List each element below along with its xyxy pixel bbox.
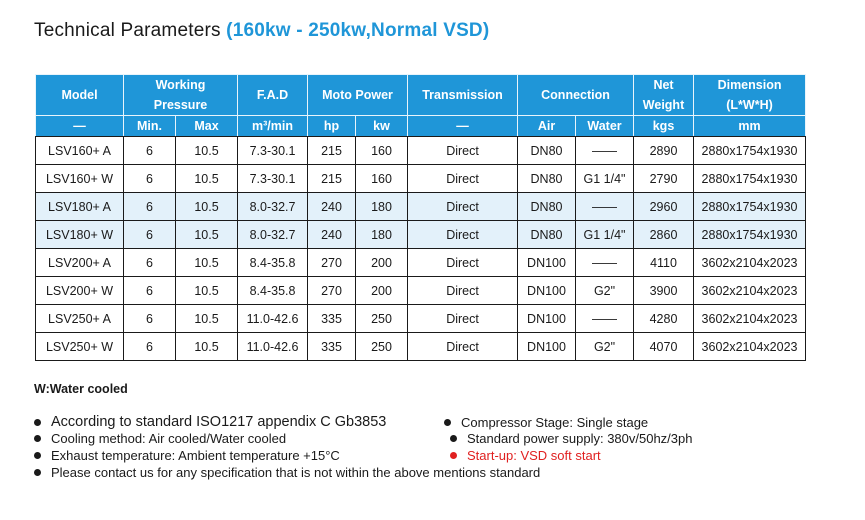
table-cell: —— [576,137,634,165]
table-cell: 2860 [634,221,694,249]
bullet-stage [444,415,648,430]
table-cell: DN80 [518,221,576,249]
table-cell: DN80 [518,165,576,193]
table-cell: 6 [124,137,176,165]
table-cell: 335 [308,333,356,361]
table-cell: LSV160+ A [36,137,124,165]
title-main: Technical Parameters [34,20,227,41]
table-row [36,305,806,333]
table-cell: 10.5 [176,277,238,305]
unit-cell: hp [308,116,356,137]
table-cell: 3602x2104x2023 [694,305,806,333]
table-cell: Direct [408,193,518,221]
table-cell: 3602x2104x2023 [694,277,806,305]
table-cell: DN80 [518,137,576,165]
table-cell: LSV180+ W [36,221,124,249]
table-cell: 335 [308,305,356,333]
table-cell: 7.3-30.1 [238,137,308,165]
header-dimension: Dimension (L*W*H) [694,75,806,116]
table-cell: Direct [408,333,518,361]
unit-cell: — [36,116,124,137]
table-cell: 6 [124,305,176,333]
header-fad: F.A.D [238,75,308,116]
table-cell: 270 [308,249,356,277]
table-cell: 2890 [634,137,694,165]
table-cell: Direct [408,137,518,165]
page-title [34,20,489,42]
header-units-row [36,116,806,137]
table-cell: 10.5 [176,249,238,277]
table-cell: G2" [576,277,634,305]
table-row [36,165,806,193]
table-cell: 240 [308,221,356,249]
bullet-text: Standard power supply: 380v/50hz/3ph [467,431,693,446]
header-transmission: Transmission [408,75,518,116]
table-cell: 3602x2104x2023 [694,249,806,277]
table-cell: 4110 [634,249,694,277]
table-cell: —— [576,305,634,333]
table-cell: 2880x1754x1930 [694,137,806,165]
bullet-text: Compressor Stage: Single stage [461,415,649,430]
table-cell: 8.0-32.7 [238,193,308,221]
table-cell: 180 [356,221,408,249]
bullet-text: Exhaust temperature: Ambient temperature +15°C [51,448,340,463]
bullet-text: Cooling method: Air cooled/Water cooled [51,431,287,446]
table-cell: LSV250+ A [36,305,124,333]
table-cell: 2880x1754x1930 [694,221,806,249]
table-cell: 7.3-30.1 [238,165,308,193]
table-cell: LSV250+ W [36,333,124,361]
table-row [36,221,806,249]
bullet-exhaust [34,448,340,463]
table-cell: 2790 [634,165,694,193]
table-cell: LSV200+ W [36,277,124,305]
table-cell: 10.5 [176,333,238,361]
table-cell: 215 [308,165,356,193]
unit-cell: kgs [634,116,694,137]
table-cell: —— [576,193,634,221]
table-cell: 8.0-32.7 [238,221,308,249]
table-cell: 10.5 [176,305,238,333]
table-cell: DN80 [518,193,576,221]
unit-cell: Air [518,116,576,137]
table-cell: 3900 [634,277,694,305]
table-cell: 8.4-35.8 [238,277,308,305]
bullet-dot-icon [450,452,457,459]
bullet-text: Please contact us for any specification that is not within the above mentions standard [51,465,541,480]
table-cell: DN100 [518,333,576,361]
table-cell: 6 [124,165,176,193]
table-cell: 11.0-42.6 [238,305,308,333]
table-cell: 3602x2104x2023 [694,333,806,361]
table-cell: DN100 [518,249,576,277]
table-cell: Direct [408,305,518,333]
bullet-dot-icon [34,452,41,459]
table-cell: 2880x1754x1930 [694,193,806,221]
title-accent: (160kw - 250kw,Normal VSD) [226,20,490,41]
table-cell: 200 [356,249,408,277]
header-model: Model [36,75,124,116]
water-cooled-note: W:Water cooled [34,382,128,396]
table-cell: LSV160+ W [36,165,124,193]
bullet-power [450,431,693,446]
table-cell: DN100 [518,277,576,305]
table-cell: 160 [356,137,408,165]
table-cell: LSV180+ A [36,193,124,221]
table-cell: 4070 [634,333,694,361]
table-cell: Direct [408,249,518,277]
table-cell: 10.5 [176,193,238,221]
bullet-contact [34,465,540,480]
table-cell: —— [576,249,634,277]
table-row [36,137,806,165]
table-cell: Direct [408,277,518,305]
table-cell: 250 [356,333,408,361]
bullet-standard [34,414,386,430]
bullet-dot-icon [450,435,457,442]
table-row [36,193,806,221]
bullet-dot-icon [34,469,41,476]
table-cell: 6 [124,333,176,361]
table-cell: 215 [308,137,356,165]
table-cell: 10.5 [176,165,238,193]
table-cell: G1 1/4" [576,165,634,193]
unit-cell: Max [176,116,238,137]
spec-table-body [36,137,806,361]
bullet-text: Start-up: VSD soft start [467,448,601,463]
bullet-cooling [34,431,286,446]
table-cell: 2880x1754x1930 [694,165,806,193]
header-net-weight: Net Weight [634,75,694,116]
table-cell: G2" [576,333,634,361]
table-cell: 250 [356,305,408,333]
unit-cell: kw [356,116,408,137]
header-working-pressure: Working Pressure [124,75,238,116]
table-row [36,277,806,305]
bullet-text: According to standard ISO1217 appendix C Gb3853 [51,414,387,430]
table-cell: 180 [356,193,408,221]
spec-table [35,74,806,361]
table-cell: 6 [124,221,176,249]
unit-cell: mm [694,116,806,137]
table-cell: 11.0-42.6 [238,333,308,361]
table-cell: G1 1/4" [576,221,634,249]
table-row [36,333,806,361]
table-cell: DN100 [518,305,576,333]
table-row [36,249,806,277]
table-cell: 10.5 [176,221,238,249]
bullet-dot-icon [444,419,451,426]
unit-cell: Min. [124,116,176,137]
unit-cell: — [408,116,518,137]
table-cell: 6 [124,277,176,305]
table-cell: 200 [356,277,408,305]
header-moto-power: Moto Power [308,75,408,116]
table-cell: 6 [124,249,176,277]
unit-cell: Water [576,116,634,137]
bullet-startup [450,448,601,463]
table-cell: Direct [408,165,518,193]
table-cell: 240 [308,193,356,221]
table-cell: 4280 [634,305,694,333]
table-cell: Direct [408,221,518,249]
bullet-dot-icon [34,419,41,426]
unit-cell: m³/min [238,116,308,137]
table-cell: 2960 [634,193,694,221]
table-cell: 270 [308,277,356,305]
feature-list [30,414,830,484]
table-cell: 160 [356,165,408,193]
table-cell: LSV200+ A [36,249,124,277]
table-cell: 10.5 [176,137,238,165]
table-cell: 6 [124,193,176,221]
bullet-dot-icon [34,435,41,442]
table-cell: 8.4-35.8 [238,249,308,277]
header-connection: Connection [518,75,634,116]
